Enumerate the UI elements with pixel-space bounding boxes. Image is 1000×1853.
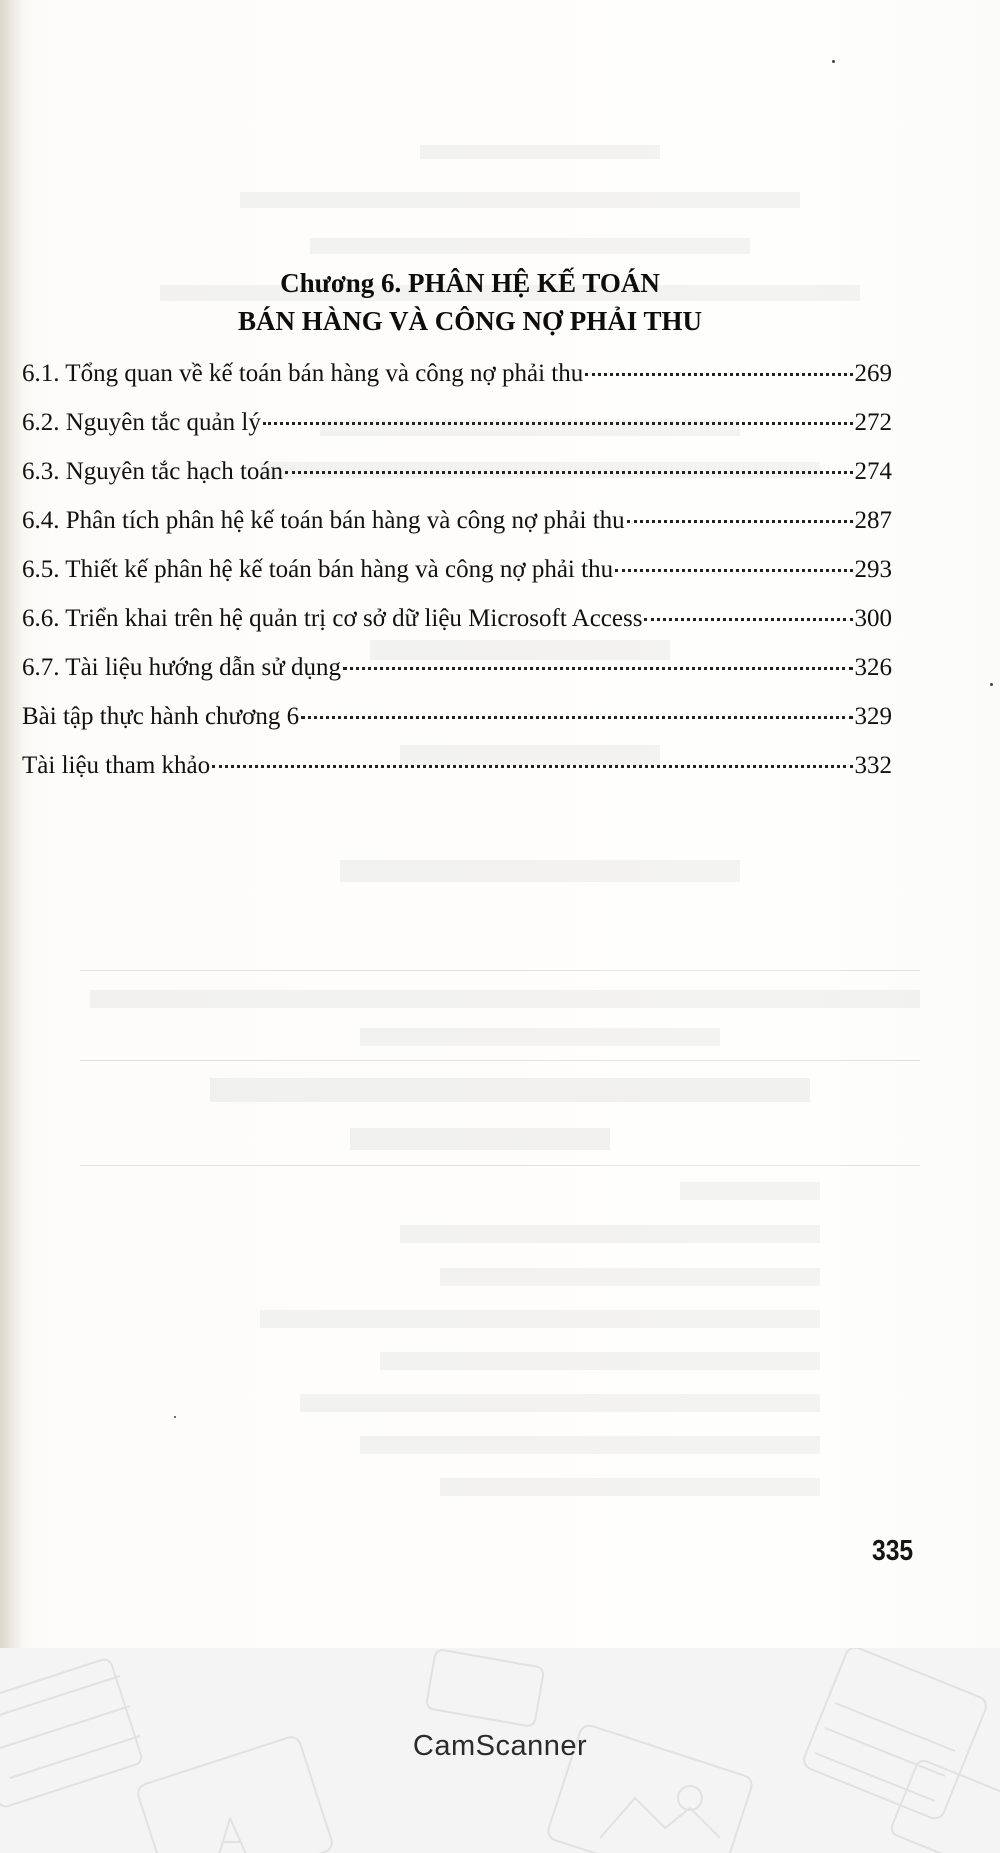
toc-entry-page: 269: [854, 360, 892, 387]
toc-leader-dots: [627, 520, 853, 523]
toc-entry: [22, 752, 892, 801]
toc-leader-dots: [212, 765, 852, 768]
toc-entry-title: 6.4. Phân tích phân hệ kế toán bán hàng và công nợ phải thu: [22, 507, 625, 534]
toc-entry-title: 6.7. Tài liệu hướng dẫn sử dụng: [22, 654, 341, 681]
toc-entry-title: Tài liệu tham khảo: [22, 752, 211, 779]
toc-entry-page: 326: [854, 654, 892, 681]
toc-entry-title: 6.2. Nguyên tắc quản lý: [22, 409, 261, 436]
scan-speck: [990, 683, 993, 686]
toc-entry-page: 332: [854, 752, 892, 779]
scan-speck: [174, 1416, 176, 1418]
chapter-heading: [200, 264, 740, 340]
scan-speck: [832, 60, 835, 63]
toc-entry-title: 6.5. Thiết kế phân hệ kế toán bán hàng và công nợ phải thu: [22, 556, 614, 583]
chapter-title-line-2: BÁN HÀNG VÀ CÔNG NỢ PHẢI THU: [237, 306, 703, 336]
toc-entry: [22, 556, 892, 605]
toc-entry-page: 329: [854, 703, 892, 730]
toc-entry: [22, 605, 892, 654]
toc-entry: [22, 409, 892, 458]
toc-leader-dots: [585, 373, 852, 376]
page-number: 335: [872, 1535, 914, 1567]
camscanner-brand-text: CamScanner: [412, 1730, 588, 1762]
toc-leader-dots: [263, 422, 853, 425]
toc-entry-title: 6.6. Triển khai trên hệ quản trị cơ sở dữ liệu Microsoft Access: [22, 605, 643, 632]
toc-leader-dots: [644, 618, 852, 621]
toc-entry: [22, 703, 892, 752]
toc-entry: [22, 458, 892, 507]
table-of-contents: [22, 360, 892, 801]
toc-entry-page: 300: [854, 605, 892, 632]
toc-leader-dots: [285, 471, 852, 474]
toc-leader-dots: [343, 667, 853, 670]
toc-entry: [22, 507, 892, 556]
page-edge-shadow: [0, 0, 22, 1648]
camscanner-watermark-footer: [0, 1648, 1000, 1853]
toc-entry: [22, 654, 892, 703]
toc-entry-title: 6.3. Nguyên tắc hạch toán: [22, 458, 284, 485]
toc-entry-title: Bài tập thực hành chương 6: [22, 703, 300, 730]
toc-entry-page: 274: [854, 458, 892, 485]
chapter-title-line-1: Chương 6. PHÂN HỆ KẾ TOÁN: [280, 268, 660, 298]
toc-leader-dots: [615, 569, 852, 572]
toc-entry: [22, 360, 892, 409]
toc-leader-dots: [301, 716, 852, 719]
toc-entry-page: 272: [854, 409, 892, 436]
toc-entry-title: 6.1. Tổng quan về kế toán bán hàng và công nợ phải thu: [22, 360, 584, 387]
toc-entry-page: 287: [854, 507, 892, 534]
toc-entry-page: 293: [854, 556, 892, 583]
